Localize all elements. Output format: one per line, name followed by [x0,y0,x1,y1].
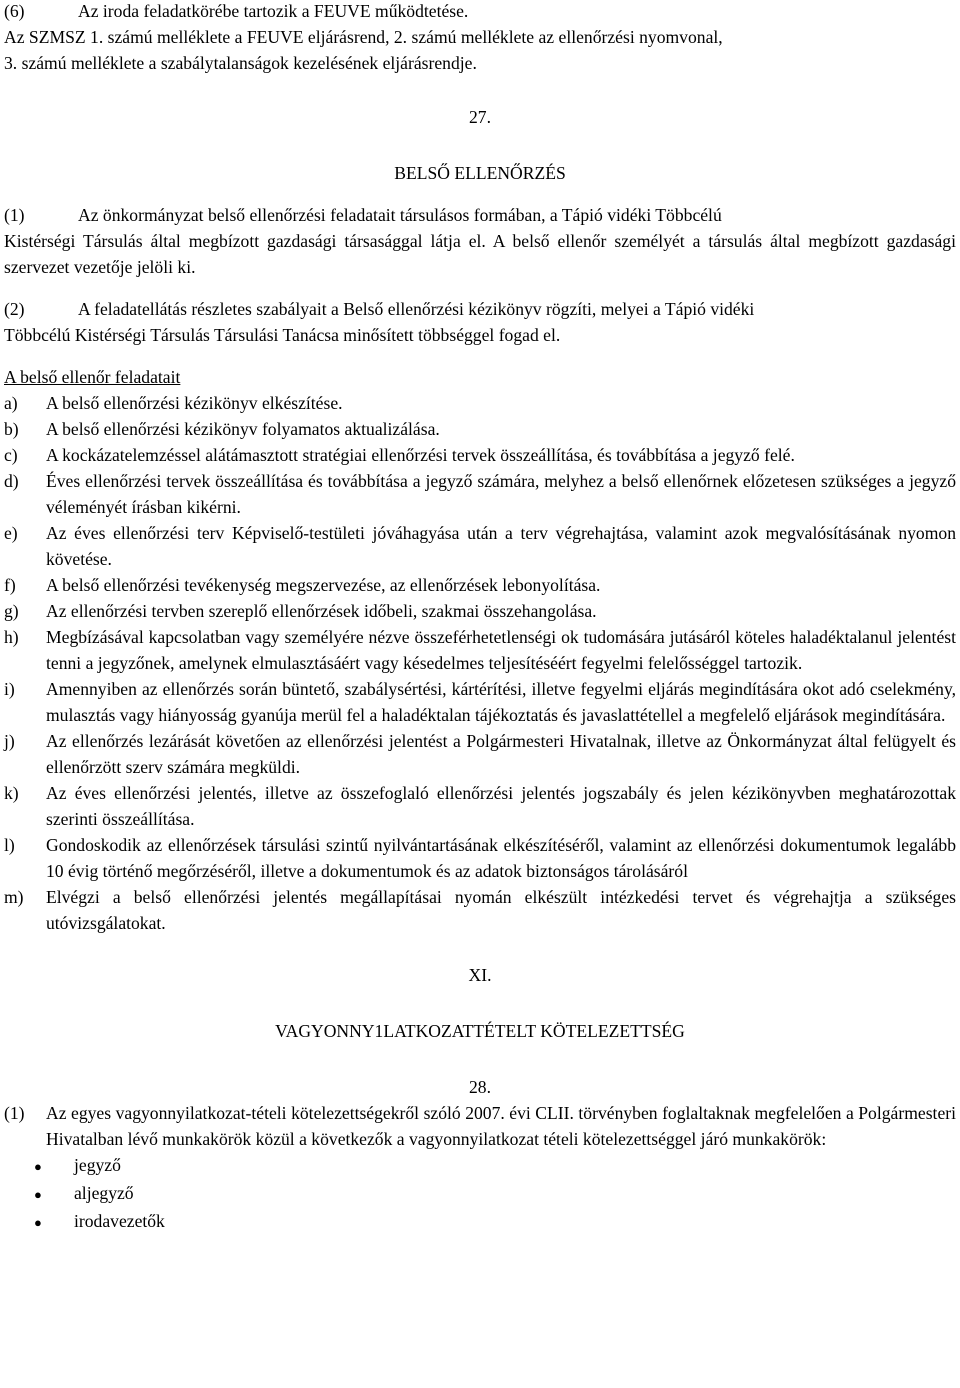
paragraph-text: Az egyes vagyonnyilatkozat-tételi kötelezettségekről szóló 2007. évi CLII. törvényben foglaltaknak megfelelően a Polgármesteri Hivatalban lévő munkakörök közül a következők a vagyonnyilatkozat tételi kötelezettséggel járó munkakörök: [46,1103,956,1149]
section-title: BELSŐ ELLENŐRZÉS [394,163,566,183]
task-text: Az éves ellenőrzési terv Képviselő-testületi jóváhagyása után a terv végrehajtása, valamint azok megvalósításának nyomon követése. [46,523,956,569]
task-text: A belső ellenőrzési kézikönyv folyamatos aktualizálása. [46,419,440,439]
paragraph-body: Többcélú Kistérségi Társulás Társulási Tanácsa minősített többséggel fogad el. [4,325,561,345]
section27-paragraph-2 [4,296,956,348]
task-item [4,780,956,832]
task-item [4,468,956,520]
bullet-text: jegyző [74,1155,121,1175]
task-text: Gondoskodik az ellenőrzések társulási szintű nyilvántartásának elkészítéséről, valamint az ellenőrzési dokumentumok legalább 10 évig történő megőrzéséről, illetve a dokumentumok és az adatok biztonságos tárolásáról [46,835,956,881]
task-item [4,832,956,884]
paragraph-number: (1) [4,1103,25,1123]
tasks-heading: A belső ellenőr feladatait [4,367,181,387]
section28-paragraph-1 [4,1100,956,1152]
task-label: h) [4,627,19,647]
szmsz-line-continued: 3. számú melléklete a szabálytalanságok kezelésének eljárásrendje. [4,53,477,73]
bullet-text: irodavezetők [74,1211,165,1231]
task-text: Amennyiben az ellenőrzés során büntető, szabálysértési, kártérítési, illetve fegyelmi eljárás megindítására okot adó cselekmény, mulasztás vagy hiányosság gyanúja merül fel a haladéktalan tájékoztatás és javaslattétellel a megfelelő eljárások megindítására. [46,679,956,725]
section-number: 27. [469,107,491,127]
task-text: Az ellenőrzési tervben szereplő ellenőrzések időbeli, szakmai összehangolása. [46,601,597,621]
bullet-icon [4,1180,74,1208]
bullet-item [4,1180,956,1208]
task-label: b) [4,419,19,439]
task-label: a) [4,393,18,413]
task-label: g) [4,601,19,621]
task-label: m) [4,887,24,907]
paragraph-first-line: Az önkormányzat belső ellenőrzési feladatait társulásos formában, a Tápió vidéki Többcélú [78,205,722,225]
bullet-item [4,1208,956,1236]
bullet-list [4,1152,956,1236]
section27-paragraph-1 [4,202,956,280]
task-item [4,598,956,624]
task-text: Az éves ellenőrzési jelentés, illetve az összefoglaló ellenőrzési jelentés jogszabály és jelen kézikönyvben meghatározottak szerinti összeállítása. [46,783,956,829]
task-label: e) [4,523,18,543]
task-label: c) [4,445,18,465]
bullet-item [4,1152,956,1180]
paragraph-text: Az iroda feladatkörébe tartozik a FEUVE működtetése. [78,1,469,21]
paragraph-number: (2) [4,299,25,319]
task-list [4,390,956,936]
bullet-icon [4,1152,74,1180]
paragraph-6 [4,0,956,24]
task-text: A belső ellenőrzési kézikönyv elkészítése. [46,393,343,413]
bullet-text: aljegyző [74,1183,134,1203]
task-text: Az ellenőrzés lezárását követően az ellenőrzési jelentést a Polgármesteri Hivatalnak, illetve az Önkormányzat által felügyelt és ellenőrzött szerv számára megküldi. [46,731,956,777]
paragraph-body: Kistérségi Társulás által megbízott gazdasági társasággal látja el. A belső ellenőr személyét a társulás által megbízott gazdasági szervezet vezetője jelöli ki. [4,231,956,277]
task-item [4,728,956,780]
paragraph-number: (6) [4,1,25,21]
task-label: i) [4,679,15,699]
paragraph-first-line: A feladatellátás részletes szabályait a Belső ellenőrzési kézikönyv rögzíti, melyei a Tápió vidéki [78,299,755,319]
chapter-number: XI. [468,965,492,985]
paragraph-number: (1) [4,205,25,225]
bullet-icon [4,1208,74,1236]
task-item [4,416,956,442]
task-item [4,520,956,572]
task-item [4,572,956,598]
task-item [4,390,956,416]
task-item [4,676,956,728]
chapter-title: VAGYONNY1LATKOZATTÉTELT KÖTELEZETTSÉG [275,1021,685,1041]
task-label: l) [4,835,15,855]
task-label: d) [4,471,19,491]
task-item [4,624,956,676]
section-number: 28. [469,1077,491,1097]
task-item [4,442,956,468]
task-label: f) [4,575,16,595]
task-text: Éves ellenőrzési tervek összeállítása és továbbítása a jegyző számára, melyhez a belső ellenőrnek előzetesen szükséges a jegyző véleményét írásban kikérni. [46,471,956,517]
task-item [4,884,956,936]
task-text: Megbízásával kapcsolatban vagy személyére nézve összeférhetetlenségi ok tudomására jutásáról köteles haladéktalanul jelentést tenni a jegyzőnek, amelynek elmulasztásáért vagy késedelmes teljesítéséért fegyelmi felelősséggel tartozik. [46,627,956,673]
szmsz-line: Az SZMSZ 1. számú melléklete a FEUVE eljárásrend, 2. számú melléklete az ellenőrzési nyomvonal, [4,27,723,47]
task-label: j) [4,731,15,751]
task-text: A kockázatelemzéssel alátámasztott stratégiai ellenőrzési tervek összeállítása, és továbbítása a jegyző felé. [46,445,795,465]
task-text: A belső ellenőrzési tevékenység megszervezése, az ellenőrzések lebonyolítása. [46,575,601,595]
task-text: Elvégzi a belső ellenőrzési jelentés megállapításai nyomán elkészült intézkedési tervet és végrehajtja a szükséges utóvizsgálatokat. [46,887,956,933]
task-label: k) [4,783,19,803]
document-page [4,0,956,1236]
